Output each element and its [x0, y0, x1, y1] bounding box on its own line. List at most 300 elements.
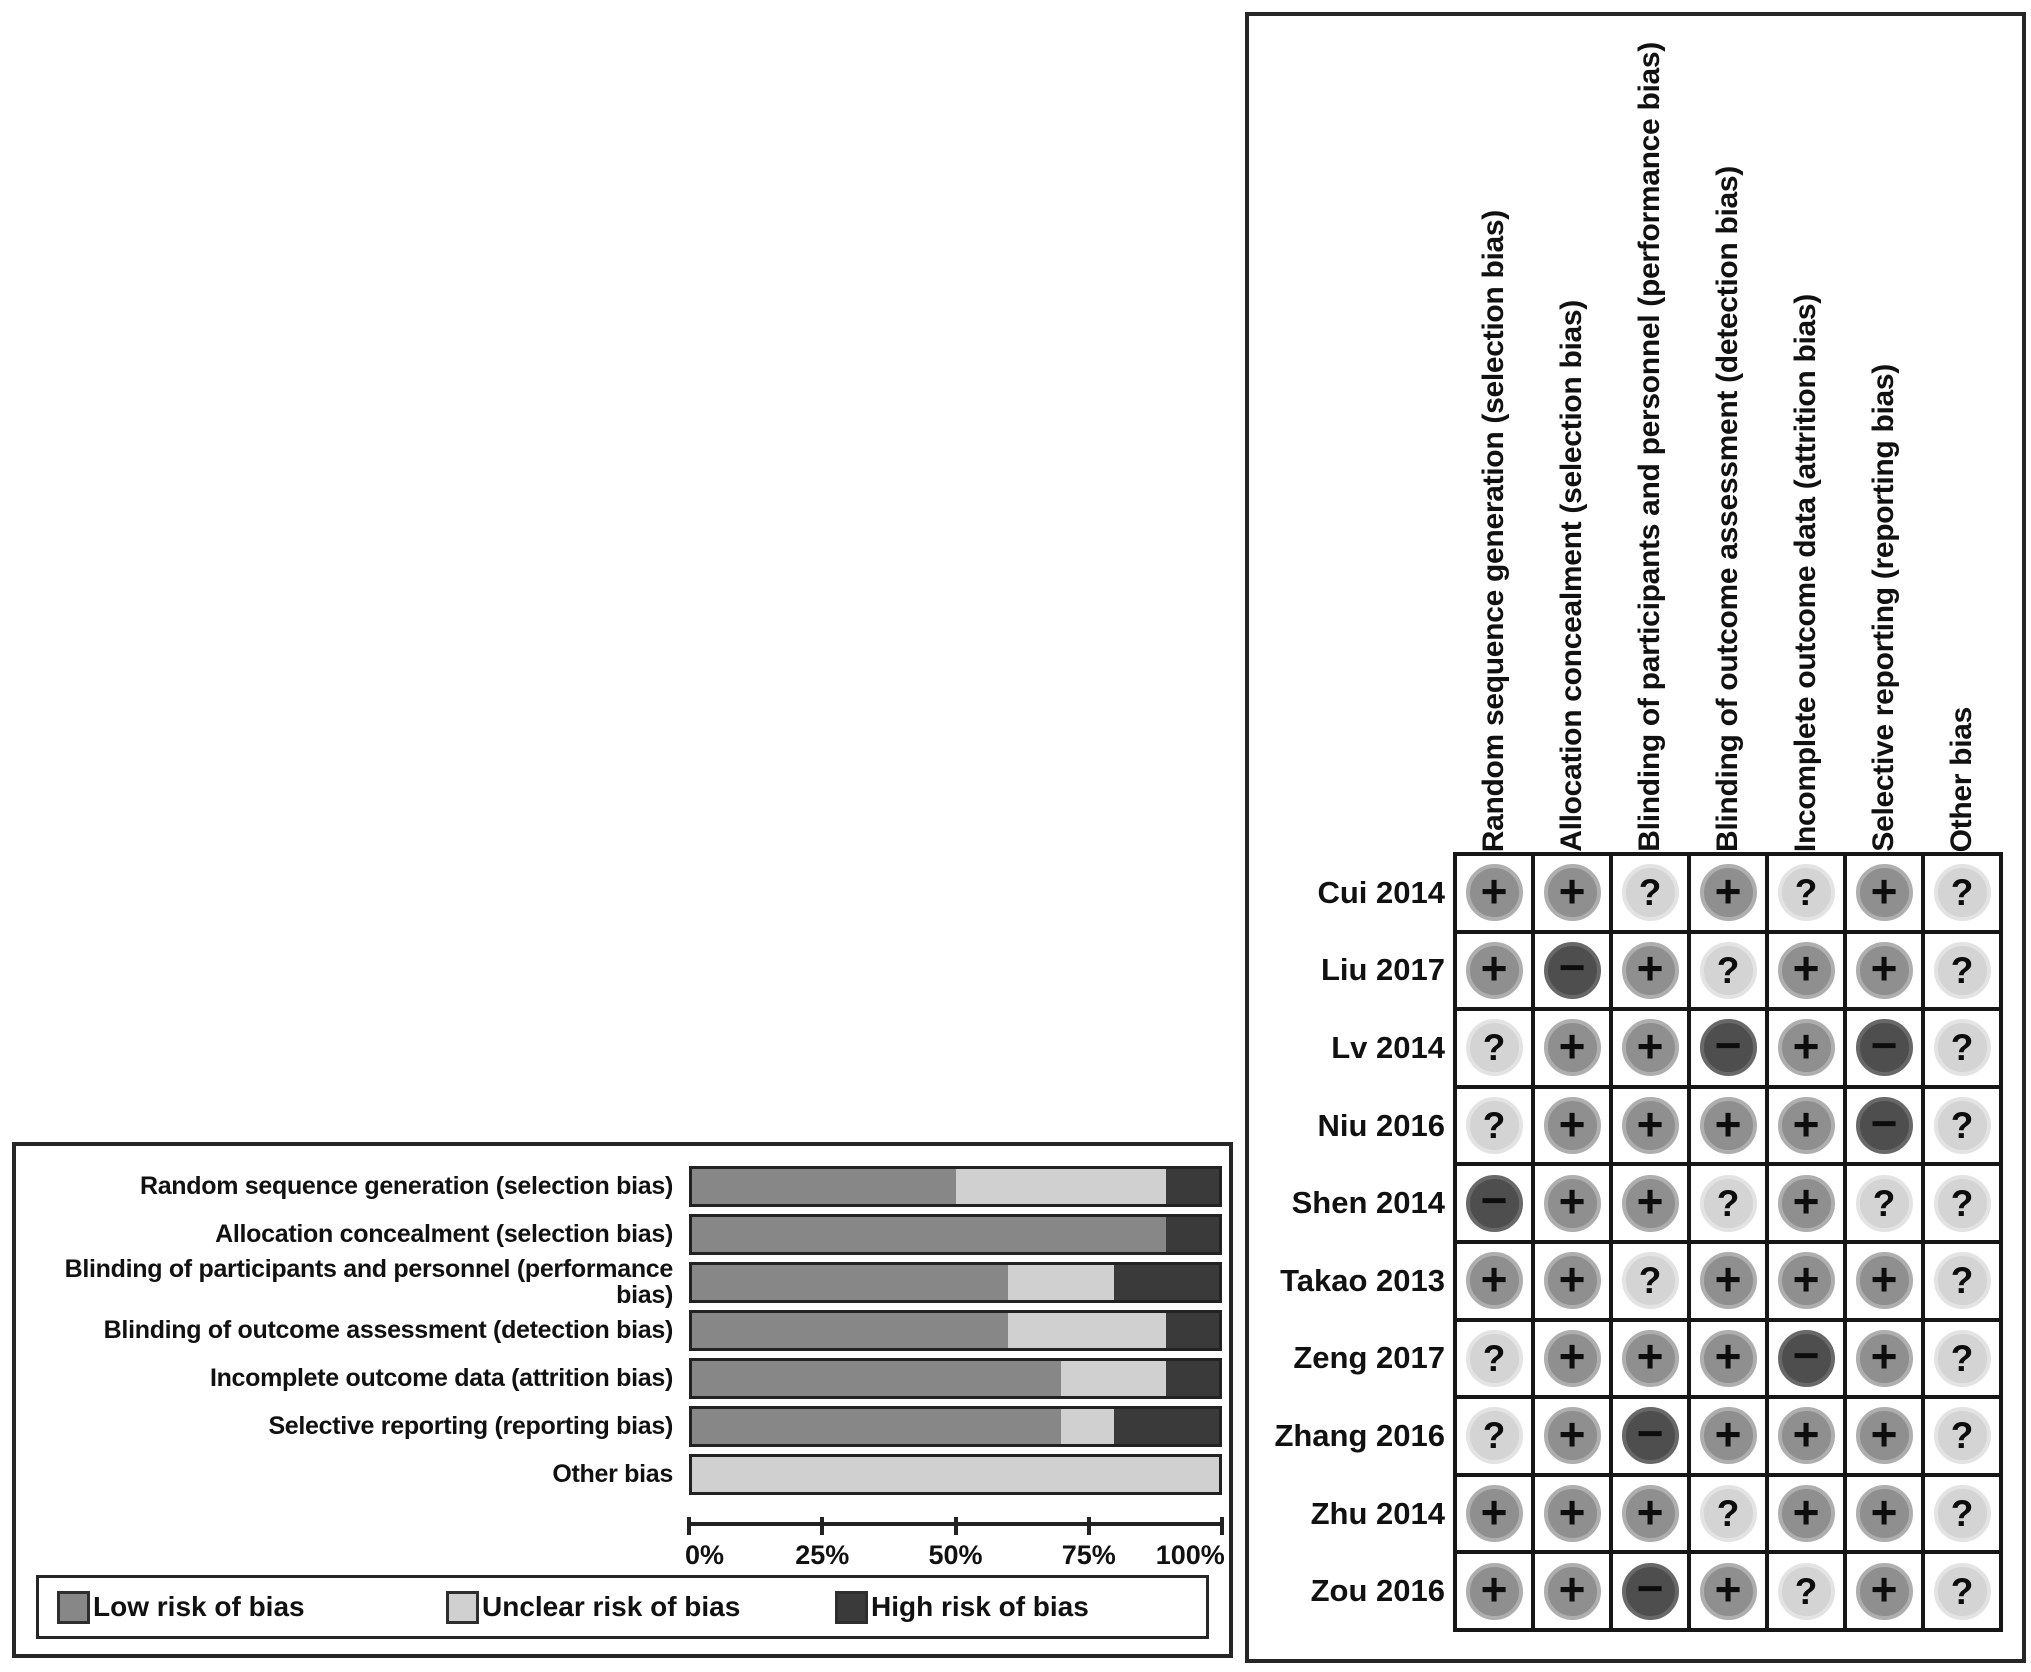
bar-category-label: Other bias: [552, 1459, 673, 1488]
axis-tick: [820, 1517, 824, 1535]
judgment-cell: [1611, 1009, 1689, 1087]
judgment-cell: [1845, 1320, 1923, 1398]
bar-category-label: Allocation concealment (selection bias): [215, 1219, 673, 1248]
judgment-circle-low: [1544, 1407, 1601, 1464]
minus-icon: −: [1480, 1174, 1508, 1227]
judgment-cell: [1611, 1475, 1689, 1553]
minus-icon: −: [1870, 1018, 1898, 1071]
judgment-cell: [1845, 854, 1923, 932]
judgment-circle-high: [1778, 1330, 1835, 1387]
study-label: Zeng 2017: [1293, 1340, 1445, 1376]
judgment-circle-low: [1466, 1252, 1523, 1309]
judgment-circle-unclear: [1934, 1563, 1991, 1620]
judgment-cell: [1923, 1320, 2001, 1398]
judgment-circle-unclear: [1778, 864, 1835, 921]
judgment-cell: [1533, 1320, 1611, 1398]
plus-icon: +: [1870, 942, 1898, 995]
judgment-circle-low: [1622, 942, 1679, 999]
bar-segment-low: [692, 1361, 1061, 1396]
summary-grid: [1453, 852, 2003, 1632]
bar-row: [16, 1354, 1229, 1402]
judgment-cell: [1689, 1242, 1767, 1320]
judgment-circle-low: [1544, 864, 1601, 921]
bar-segment-high: [1166, 1169, 1219, 1204]
column-header-label: Blinding of outcome assessment (detection bias): [1711, 165, 1744, 852]
judgment-circle-unclear: [1934, 1252, 1991, 1309]
judgment-circle-low: [1856, 1485, 1913, 1542]
minus-icon: −: [1636, 1562, 1664, 1615]
column-headers: [1455, 16, 2001, 852]
legend-swatch-unclear: [446, 1591, 479, 1624]
question-icon: ?: [1950, 1260, 1974, 1302]
judgment-circle-high: [1856, 1097, 1913, 1154]
judgment-cell: [1533, 1552, 1611, 1630]
judgment-circle-low: [1466, 1485, 1523, 1542]
judgment-cell: [1845, 1475, 1923, 1553]
plus-icon: +: [1558, 1407, 1586, 1460]
judgment-circle-low: [1544, 1175, 1601, 1232]
question-icon: ?: [1482, 1027, 1506, 1069]
judgment-cell: [1611, 932, 1689, 1010]
study-labels: [1249, 854, 1445, 1630]
risk-of-bias-summary-panel: [1245, 12, 2026, 1663]
plus-icon: +: [1636, 1019, 1664, 1072]
plus-icon: +: [1870, 864, 1898, 917]
judgment-circle-unclear: [1466, 1097, 1523, 1154]
plus-icon: +: [1792, 1407, 1820, 1460]
judgment-circle-low: [1856, 1563, 1913, 1620]
judgment-circle-low: [1700, 1252, 1757, 1309]
plus-icon: +: [1558, 1175, 1586, 1228]
plus-icon: +: [1792, 1097, 1820, 1150]
plus-icon: +: [1480, 1252, 1508, 1305]
bar-row: [16, 1254, 1229, 1309]
judgment-cell: [1455, 1397, 1533, 1475]
judgment-cell: [1845, 1009, 1923, 1087]
plus-icon: +: [1558, 1252, 1586, 1305]
bar-row: [16, 1162, 1229, 1210]
minus-icon: −: [1792, 1329, 1820, 1382]
judgment-circle-low: [1778, 1175, 1835, 1232]
stacked-bar: [689, 1406, 1222, 1447]
study-label: Lv 2014: [1331, 1029, 1445, 1065]
judgment-cell: [1455, 1320, 1533, 1398]
judgment-cell: [1923, 1242, 2001, 1320]
judgment-circle-unclear: [1856, 1175, 1913, 1232]
judgment-cell: [1923, 1397, 2001, 1475]
judgment-circle-low: [1466, 864, 1523, 921]
judgment-circle-low: [1778, 942, 1835, 999]
question-icon: ?: [1950, 1570, 1974, 1612]
judgment-circle-low: [1700, 1563, 1757, 1620]
judgment-circle-low: [1856, 942, 1913, 999]
risk-of-bias-graph-panel: [12, 1142, 1233, 1658]
stacked-bar: [689, 1166, 1222, 1207]
judgment-circle-unclear: [1934, 1485, 1991, 1542]
question-icon: ?: [1716, 1182, 1740, 1224]
stacked-bar: [689, 1358, 1222, 1399]
judgment-cell: [1767, 1320, 1845, 1398]
judgment-circle-low: [1622, 1019, 1679, 1076]
judgment-cell: [1767, 854, 1845, 932]
judgment-cell: [1845, 1242, 1923, 1320]
judgment-cell: [1455, 1087, 1533, 1165]
bar-segment-low: [692, 1217, 1166, 1252]
judgment-cell: [1689, 1087, 1767, 1165]
judgment-circle-unclear: [1934, 942, 1991, 999]
bar-segment-unclear: [956, 1169, 1167, 1204]
judgment-circle-low: [1700, 1407, 1757, 1464]
minus-icon: −: [1558, 941, 1586, 994]
plus-icon: +: [1870, 1407, 1898, 1460]
judgment-circle-high: [1700, 1019, 1757, 1076]
judgment-cell: [1533, 1164, 1611, 1242]
judgment-cell: [1533, 1009, 1611, 1087]
judgment-cell: [1455, 932, 1533, 1010]
judgment-cell: [1611, 1164, 1689, 1242]
judgment-circle-unclear: [1934, 864, 1991, 921]
plus-icon: +: [1870, 1252, 1898, 1305]
plus-icon: +: [1480, 1485, 1508, 1538]
stacked-bar: [689, 1262, 1222, 1303]
stacked-bar: [689, 1214, 1222, 1255]
plus-icon: +: [1714, 1330, 1742, 1383]
legend-item: [428, 1591, 817, 1624]
judgment-circle-unclear: [1934, 1330, 1991, 1387]
minus-icon: −: [1714, 1018, 1742, 1071]
judgment-circle-low: [1856, 1407, 1913, 1464]
axis-tick-label: 100%: [1155, 1540, 1225, 1570]
bar-row: [16, 1402, 1229, 1450]
plus-icon: +: [1870, 1330, 1898, 1383]
plus-icon: +: [1792, 1175, 1820, 1228]
judgment-cell: [1767, 1475, 1845, 1553]
axis-tick-label: 0%: [685, 1540, 725, 1570]
study-label: Zhu 2014: [1310, 1495, 1445, 1531]
minus-icon: −: [1870, 1096, 1898, 1149]
judgment-circle-high: [1544, 942, 1601, 999]
judgment-circle-high: [1622, 1563, 1679, 1620]
plus-icon: +: [1636, 1175, 1664, 1228]
study-label: Zhang 2016: [1274, 1417, 1445, 1453]
judgment-cell: [1767, 932, 1845, 1010]
legend-box: [36, 1575, 1209, 1639]
question-icon: ?: [1872, 1182, 1896, 1224]
plus-icon: +: [1714, 1097, 1742, 1150]
judgment-cell: [1533, 854, 1611, 932]
plus-icon: +: [1792, 942, 1820, 995]
judgment-circle-low: [1856, 1330, 1913, 1387]
judgment-circle-low: [1544, 1563, 1601, 1620]
axis-tick: [1087, 1517, 1091, 1535]
judgment-cell: [1455, 1009, 1533, 1087]
axis-tick-label: 75%: [1061, 1540, 1116, 1570]
question-icon: ?: [1950, 1027, 1974, 1069]
question-icon: ?: [1794, 872, 1818, 914]
judgment-circle-unclear: [1700, 1175, 1757, 1232]
column-header: [1767, 16, 1845, 852]
column-header-label: Blinding of participants and personnel (performance bias): [1633, 42, 1666, 852]
judgment-circle-low: [1544, 1330, 1601, 1387]
judgment-cell: [1689, 932, 1767, 1010]
legend-swatch-high: [835, 1591, 868, 1624]
plus-icon: +: [1480, 942, 1508, 995]
bar-segment-low: [692, 1313, 1008, 1348]
judgment-circle-unclear: [1700, 942, 1757, 999]
judgment-cell: [1611, 854, 1689, 932]
legend-item: [39, 1591, 428, 1624]
axis-tick-label: 25%: [795, 1540, 850, 1570]
plus-icon: +: [1636, 1485, 1664, 1538]
question-icon: ?: [1716, 1493, 1740, 1535]
plus-icon: +: [1714, 864, 1742, 917]
question-icon: ?: [1482, 1337, 1506, 1379]
judgment-cell: [1845, 932, 1923, 1010]
judgment-circle-low: [1700, 864, 1757, 921]
plus-icon: +: [1714, 1407, 1742, 1460]
judgment-circle-unclear: [1466, 1330, 1523, 1387]
judgment-cell: [1455, 854, 1533, 932]
judgment-cell: [1455, 1164, 1533, 1242]
plus-icon: +: [1636, 1330, 1664, 1383]
judgment-circle-low: [1622, 1485, 1679, 1542]
question-icon: ?: [1950, 1415, 1974, 1457]
judgment-cell: [1845, 1087, 1923, 1165]
legend-label: Unclear risk of bias: [482, 1591, 741, 1622]
column-header-label: Incomplete outcome data (attrition bias): [1789, 293, 1822, 852]
x-axis: [685, 1522, 1225, 1578]
plus-icon: +: [1558, 864, 1586, 917]
stacked-bar: [689, 1310, 1222, 1351]
bar-category-label: Selective reporting (reporting bias): [268, 1411, 673, 1440]
judgment-cell: [1767, 1552, 1845, 1630]
bar-segment-high: [1166, 1313, 1219, 1348]
column-header: [1689, 16, 1767, 852]
question-icon: ?: [1950, 1105, 1974, 1147]
question-icon: ?: [1638, 1260, 1662, 1302]
question-icon: ?: [1950, 1493, 1974, 1535]
legend-label: High risk of bias: [871, 1591, 1089, 1622]
judgment-circle-high: [1622, 1407, 1679, 1464]
judgment-circle-low: [1700, 1097, 1757, 1154]
judgment-circle-low: [1856, 864, 1913, 921]
bar-segment-unclear: [1061, 1409, 1114, 1444]
study-label: Niu 2016: [1317, 1107, 1445, 1143]
judgment-cell: [1689, 1320, 1767, 1398]
plus-icon: +: [1714, 1252, 1742, 1305]
column-header-label: Selective reporting (reporting bias): [1867, 364, 1900, 852]
column-header: [1533, 16, 1611, 852]
legend-swatch-low: [57, 1591, 90, 1624]
judgment-circle-low: [1544, 1097, 1601, 1154]
bar-row: [16, 1210, 1229, 1258]
question-icon: ?: [1482, 1105, 1506, 1147]
judgment-circle-unclear: [1466, 1019, 1523, 1076]
bar-row: [16, 1450, 1229, 1498]
bar-segment-unclear: [1008, 1313, 1166, 1348]
plus-icon: +: [1480, 864, 1508, 917]
column-header: [1611, 16, 1689, 852]
judgment-circle-unclear: [1622, 1252, 1679, 1309]
bar-row: [16, 1306, 1229, 1354]
question-icon: ?: [1716, 949, 1740, 991]
plus-icon: +: [1792, 1485, 1820, 1538]
judgment-circle-low: [1778, 1019, 1835, 1076]
question-icon: ?: [1950, 949, 1974, 991]
judgment-circle-low: [1544, 1019, 1601, 1076]
judgment-circle-low: [1856, 1252, 1913, 1309]
bar-segment-high: [1166, 1361, 1219, 1396]
judgment-circle-low: [1622, 1175, 1679, 1232]
judgment-cell: [1533, 1087, 1611, 1165]
plus-icon: +: [1870, 1563, 1898, 1616]
question-icon: ?: [1950, 872, 1974, 914]
judgment-circle-low: [1466, 1563, 1523, 1620]
judgment-cell: [1767, 1009, 1845, 1087]
bar-segment-high: [1114, 1265, 1219, 1300]
column-header: [1845, 16, 1923, 852]
rob-graph-rows: [16, 1162, 1229, 1498]
plus-icon: +: [1636, 1097, 1664, 1150]
judgment-cell: [1611, 1552, 1689, 1630]
plus-icon: +: [1558, 1485, 1586, 1538]
question-icon: ?: [1950, 1337, 1974, 1379]
judgment-cell: [1611, 1087, 1689, 1165]
judgment-cell: [1923, 1009, 2001, 1087]
judgment-cell: [1533, 1475, 1611, 1553]
bar-segment-high: [1114, 1409, 1219, 1444]
judgment-cell: [1923, 932, 2001, 1010]
judgment-cell: [1689, 1397, 1767, 1475]
judgment-circle-unclear: [1934, 1175, 1991, 1232]
column-header: [1455, 16, 1533, 852]
judgment-cell: [1923, 1552, 2001, 1630]
question-icon: ?: [1638, 872, 1662, 914]
judgment-cell: [1689, 854, 1767, 932]
judgment-circle-low: [1622, 1330, 1679, 1387]
judgment-cell: [1611, 1242, 1689, 1320]
judgment-circle-unclear: [1700, 1485, 1757, 1542]
judgment-circle-low: [1700, 1330, 1757, 1387]
judgment-circle-low: [1778, 1407, 1835, 1464]
judgment-cell: [1533, 932, 1611, 1010]
bar-segment-low: [692, 1265, 1008, 1300]
judgment-circle-low: [1544, 1485, 1601, 1542]
study-label: Shen 2014: [1291, 1185, 1445, 1221]
plus-icon: +: [1870, 1485, 1898, 1538]
judgment-cell: [1923, 1475, 2001, 1553]
judgment-circle-high: [1856, 1019, 1913, 1076]
judgment-cell: [1767, 1397, 1845, 1475]
judgment-circle-unclear: [1934, 1407, 1991, 1464]
judgment-cell: [1923, 854, 2001, 932]
bar-category-label: Blinding of participants and personnel (performance bias): [64, 1254, 673, 1309]
judgment-circle-low: [1778, 1252, 1835, 1309]
judgment-circle-low: [1778, 1097, 1835, 1154]
bar-category-label: Random sequence generation (selection bias): [139, 1171, 673, 1200]
judgment-cell: [1923, 1087, 2001, 1165]
judgment-cell: [1611, 1320, 1689, 1398]
judgment-circle-low: [1544, 1252, 1601, 1309]
column-header-label: Random sequence generation (selection bias): [1477, 209, 1510, 852]
judgment-circle-high: [1466, 1175, 1523, 1232]
judgment-cell: [1767, 1242, 1845, 1320]
study-label: Takao 2013: [1280, 1262, 1445, 1298]
judgment-cell: [1689, 1552, 1767, 1630]
judgment-circle-unclear: [1934, 1097, 1991, 1154]
judgment-cell: [1689, 1009, 1767, 1087]
bar-category-label: Blinding of outcome assessment (detection bias): [103, 1315, 673, 1344]
question-icon: ?: [1950, 1182, 1974, 1224]
bar-category-label: Incomplete outcome data (attrition bias): [209, 1363, 673, 1392]
judgment-circle-unclear: [1466, 1407, 1523, 1464]
judgment-circle-unclear: [1622, 864, 1679, 921]
judgment-circle-unclear: [1778, 1563, 1835, 1620]
question-icon: ?: [1482, 1415, 1506, 1457]
column-header: [1923, 16, 2001, 852]
minus-icon: −: [1636, 1406, 1664, 1459]
plus-icon: +: [1792, 1252, 1820, 1305]
legend-label: Low risk of bias: [93, 1591, 305, 1622]
judgment-cell: [1611, 1397, 1689, 1475]
legend-item: [817, 1591, 1206, 1624]
judgment-circle-low: [1466, 942, 1523, 999]
bar-segment-unclear: [1008, 1265, 1113, 1300]
plus-icon: +: [1558, 1097, 1586, 1150]
plus-icon: +: [1636, 942, 1664, 995]
judgment-circle-unclear: [1934, 1019, 1991, 1076]
plus-icon: +: [1792, 1019, 1820, 1072]
bar-segment-low: [692, 1409, 1061, 1444]
study-label: Liu 2017: [1320, 952, 1445, 988]
axis-tick-label: 50%: [928, 1540, 983, 1570]
judgment-cell: [1767, 1164, 1845, 1242]
axis-tick: [687, 1517, 691, 1535]
judgment-circle-low: [1778, 1485, 1835, 1542]
bar-segment-low: [692, 1169, 956, 1204]
judgment-cell: [1455, 1552, 1533, 1630]
axis-tick: [954, 1517, 958, 1535]
judgment-cell: [1767, 1087, 1845, 1165]
plus-icon: +: [1714, 1563, 1742, 1616]
judgment-cell: [1455, 1475, 1533, 1553]
stacked-bar: [689, 1454, 1222, 1495]
judgment-cell: [1845, 1164, 1923, 1242]
question-icon: ?: [1794, 1570, 1818, 1612]
judgment-cell: [1923, 1164, 2001, 1242]
bar-segment-high: [1166, 1217, 1219, 1252]
axis-tick: [1220, 1517, 1224, 1535]
study-label: Cui 2014: [1317, 874, 1445, 910]
judgment-cell: [1845, 1397, 1923, 1475]
judgment-cell: [1689, 1164, 1767, 1242]
plus-icon: +: [1558, 1563, 1586, 1616]
judgment-cell: [1533, 1397, 1611, 1475]
judgment-cell: [1689, 1475, 1767, 1553]
plus-icon: +: [1480, 1563, 1508, 1616]
plus-icon: +: [1558, 1019, 1586, 1072]
bar-segment-unclear: [692, 1457, 1219, 1492]
column-header-label: Allocation concealment (selection bias): [1555, 300, 1588, 852]
judgment-cell: [1533, 1242, 1611, 1320]
column-header-label: Other bias: [1945, 706, 1978, 852]
study-label: Zou 2016: [1310, 1573, 1445, 1609]
judgment-cell: [1455, 1242, 1533, 1320]
plus-icon: +: [1558, 1330, 1586, 1383]
bar-segment-unclear: [1061, 1361, 1166, 1396]
judgment-cell: [1845, 1552, 1923, 1630]
judgment-circle-low: [1622, 1097, 1679, 1154]
